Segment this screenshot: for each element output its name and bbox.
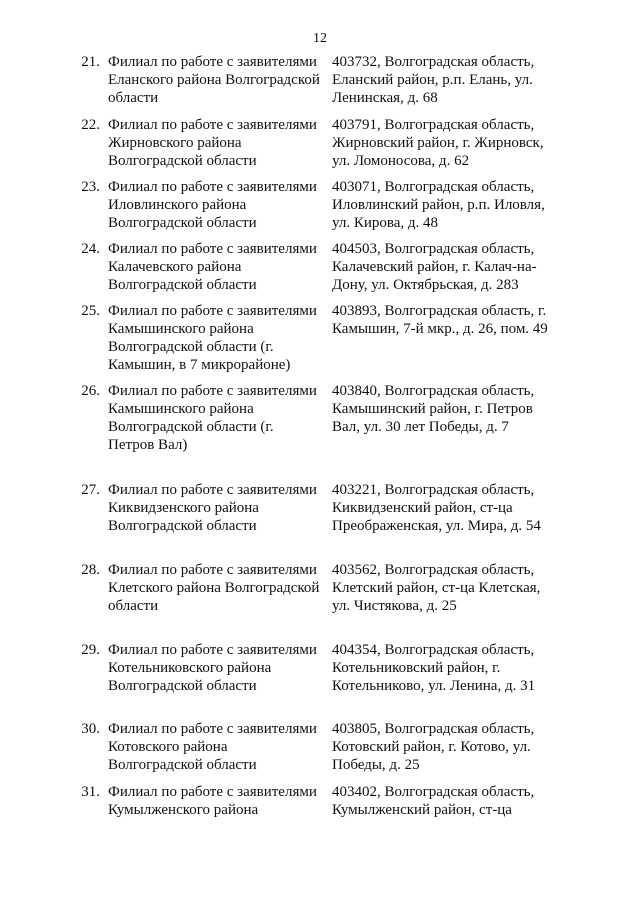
branch-address: 403840, Волгоградская область, Камышинский район, г. Петров Вал, ул. 30 лет Победы, д. 7	[332, 383, 535, 435]
entry-number: 21.	[81, 54, 100, 70]
entry-number: 27.	[81, 482, 100, 498]
branch-address: 403071, Волгоградская область, Иловлинский район, р.п. Иловля, ул. Кирова, д. 48	[332, 179, 545, 231]
branch-name: Филиал по работе с заявителями Камышинского района Волгоградской области (г. Петров Вал)	[108, 383, 317, 453]
entry-number: 26.	[81, 383, 100, 399]
branch-name: Филиал по работе с заявителями Котовского района Волгоградской области	[108, 721, 317, 773]
branch-name: Филиал по работе с заявителями Камышинского района Волгоградской области (г. Камышин, в 7 микрорайоне)	[108, 303, 317, 373]
branch-name: Филиал по работе с заявителями Кумылженского района	[108, 784, 317, 818]
branch-address: 403732, Волгоградская область, Еланский район, р.п. Елань, ул. Ленинская, д. 68	[332, 54, 535, 106]
entry-number: 25.	[81, 303, 100, 319]
page-number: 12	[313, 31, 327, 46]
entry-number: 24.	[81, 241, 100, 257]
entry-number: 28.	[81, 562, 100, 578]
branch-name: Филиал по работе с заявителями Киквидзенского района Волгоградской области	[108, 482, 317, 534]
branch-name: Филиал по работе с заявителями Клетского района Волгоградской области	[108, 562, 320, 614]
entry-number: 22.	[81, 117, 100, 133]
branch-name: Филиал по работе с заявителями Калачевского района Волгоградской области	[108, 241, 317, 293]
branch-name: Филиал по работе с заявителями Еланского района Волгоградской области	[108, 54, 320, 106]
entry-number: 29.	[81, 642, 100, 658]
branch-address: 403893, Волгоградская область, г. Камышин, 7-й мкр., д. 26, пом. 49	[332, 303, 548, 337]
entry-number: 31.	[81, 784, 100, 800]
branch-address: 403791, Волгоградская область, Жирновский район, г. Жирновск, ул. Ломоносова, д. 62	[332, 117, 544, 169]
branch-address: 404503, Волгоградская область, Калачевский район, г. Калач-на- Дону, ул. Октябрьская, д. 283	[332, 241, 537, 293]
branch-address: 403805, Волгоградская область, Котовский район, г. Котово, ул. Победы, д. 25	[332, 721, 535, 773]
entry-number: 23.	[81, 179, 100, 195]
branch-address: 403221, Волгоградская область, Киквидзенский район, ст-ца Преображенская, ул. Мира, д. 54	[332, 482, 541, 534]
branch-name: Филиал по работе с заявителями Котельниковского района Волгоградской области	[108, 642, 317, 694]
entry-number: 30.	[81, 721, 100, 737]
branch-address: 404354, Волгоградская область, Котельниковский район, г. Котельниково, ул. Ленина, д. 31	[332, 642, 536, 694]
branch-address: 403402, Волгоградская область, Кумылженский район, ст-ца	[332, 784, 535, 818]
branch-name: Филиал по работе с заявителями Жирновского района Волгоградской области	[108, 117, 317, 169]
branch-address: 403562, Волгоградская область, Клетский район, ст-ца Клетская, ул. Чистякова, д. 25	[332, 562, 541, 614]
branch-name: Филиал по работе с заявителями Иловлинского района Волгоградской области	[108, 179, 317, 231]
